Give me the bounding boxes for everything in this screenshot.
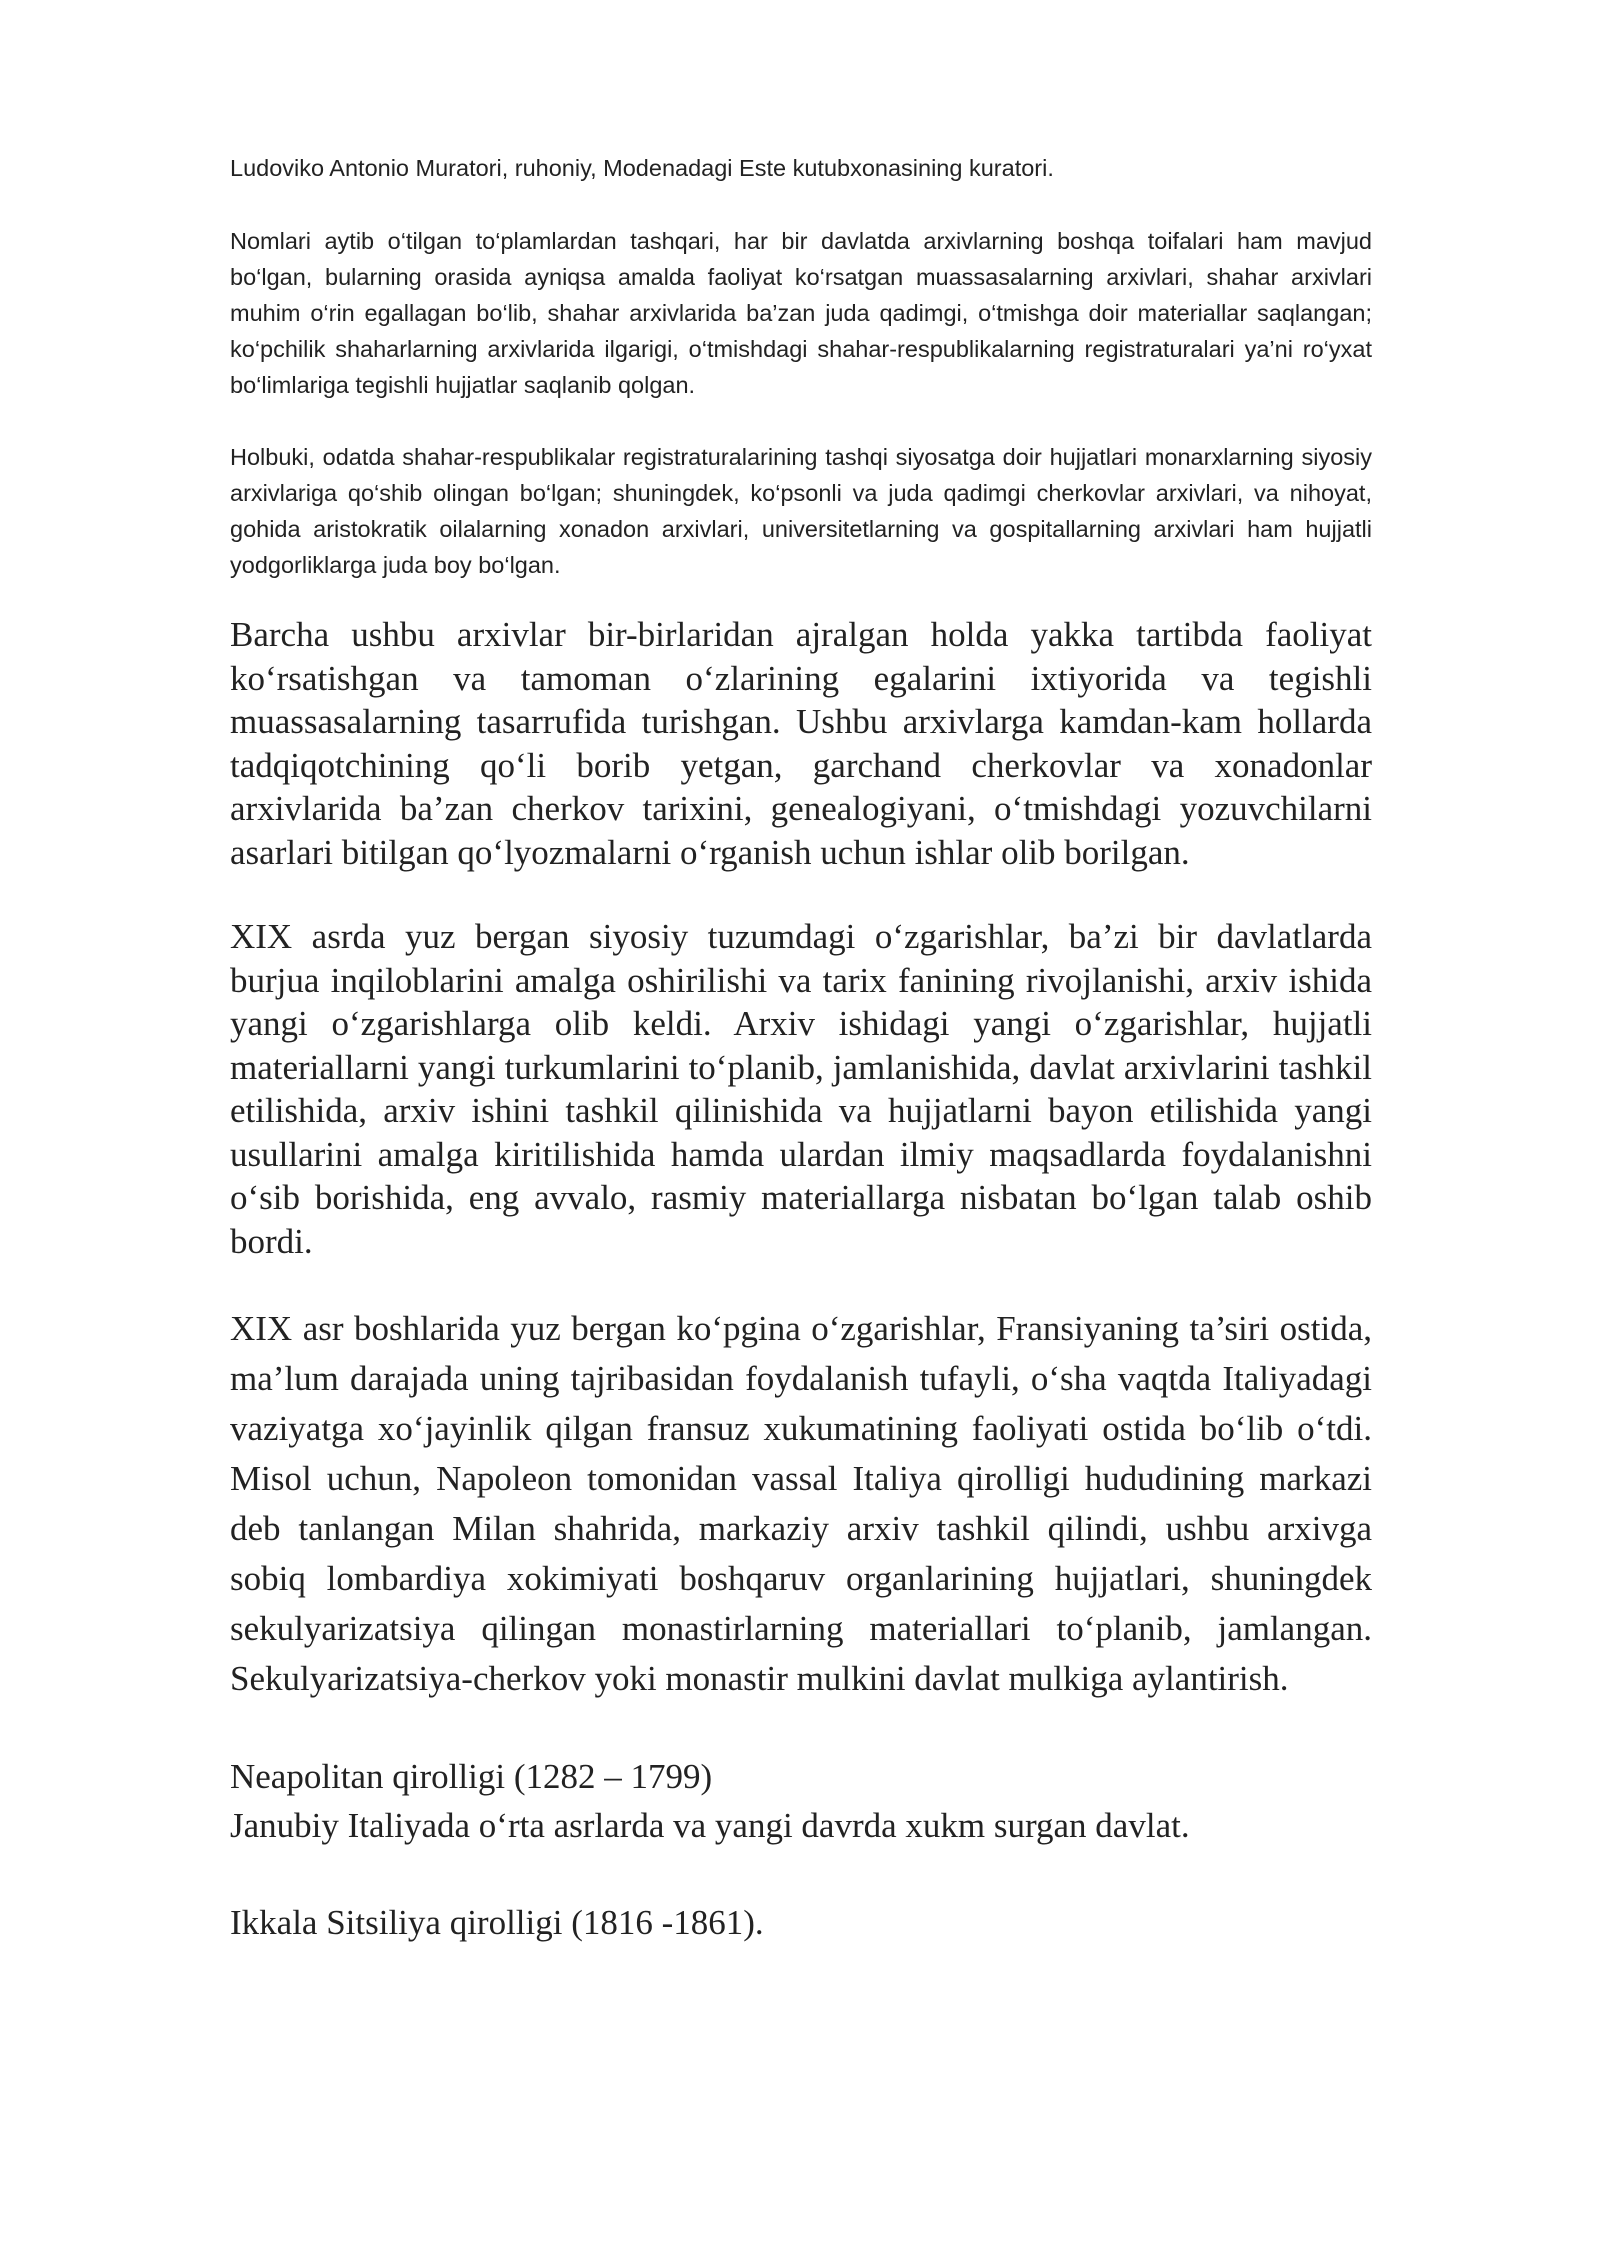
document-page (230, 150, 1372, 1947)
paragraph-archive-categories: Nomlari aytib o‘tilgan to‘plamlardan tashqari, har bir davlatda arxivlarning boshqa toifalari ham mavjud bo‘lgan, bularning orasida ayniqsa amalda faoliyat ko‘rsatgan muassasalarning arxivlari, shahar arxivlari muhim o‘rin egallagan bo‘lib, shahar arxivlarida ba’zan juda qadimgi, o‘tmishga doir materiallar saqlangan; ko‘pchilik shaharlarning arxivlarida ilgarigi, o‘tmishdagi shahar-respublikalarning registraturalari ya’ni ro‘yxat bo‘limlariga tegishli hujjatlar saqlanib qolgan. (230, 228, 1372, 398)
paragraph-nineteenth-century-changes: XIX asrda yuz bergan siyosiy tuzumdagi o‘zgarishlar, ba’zi bir davlatlarda burjua inqiloblarini amalga oshirilishi va tarix fanining rivojlanishi, arxiv ishida yangi o‘zgarishlarga olib keldi. Arxiv ishidagi yangi o‘zgarishlar, hujjatli materiallarni yangi turkumlarini to‘planib, jamlanishida, davlat arxivlarini tashkil etilishida, arxiv ishini tashkil qilinishida va hujjatlarni bayon etilishida yangi usullarini amalga kiritilishida hamda ulardan ilmiy maqsadlarda foydalanishni o‘sib borishida, eng avvalo, rasmiy materiallarga nisbatan bo‘lgan talab oshib bordi. (230, 917, 1372, 1261)
paragraph-muratori: Ludoviko Antonio Muratori, ruhoniy, Modenadagi Este kutubxonasining kuratori. (230, 155, 1054, 181)
line-two-sicilies-kingdom: Ikkala Sitsiliya qirolligi (1816 -1861). (230, 1903, 764, 1942)
paragraph-separate-archives: Barcha ushbu arxivlar bir-birlaridan ajralgan holda yakka tartibda faoliyat ko‘rsatishgan va tamoman o‘zlarining egalarini ixtiyorida va tegishli muassasalarning tasarrufida turishgan. Ushbu arxivlarga kamdan-kam hollarda tadqiqotchining qo‘li borib yetgan, garchand cherkovlar va xonadonlar arxivlarida ba’zan cherkov tarixini, genealogiyani, o‘tmishdagi yozuvchilarni asarlari bitilgan qo‘lyozmalarni o‘rganish uchun ishlar olib borilgan. (230, 615, 1372, 872)
paragraph-city-republics: Holbuki, odatda shahar-respublikalar registraturalarining tashqi siyosatga doir hujjatlari monarxlarning siyosiy arxivlariga qo‘shib olingan bo‘lgan; shuningdek, ko‘psonli va juda qadimgi cherkovlar arxivlari, va nihoyat, gohida aristokratik oilalarning xonadon arxivlari, universitetlarning va gospitallarning arxivlari ham hujjatli yodgorliklarga juda boy bo‘lgan. (230, 444, 1372, 578)
paragraph-french-influence: XIX asr boshlarida yuz bergan ko‘pgina o‘zgarishlar, Fransiyaning ta’siri ostida, ma’lum darajada uning tajribasidan foydalanish tufayli, o‘sha vaqtda Italiyadagi vaziyatga xo‘jayinlik qilgan fransuz xukumatining faoliyati ostida bo‘lib o‘tdi. Misol uchun, Napoleon tomonidan vassal Italiya qirolligi hududining markazi deb tanlangan Milan shahrida, markaziy arxiv tashkil qilindi, ushbu arxivga sobiq lombardiya xokimiyati boshqaruv organlarining hujjatlari, shuningdek sekulyarizatsiya qilingan monastirlarning materiallari to‘planib, jamlangan. Sekulyarizatsiya-cherkov yoki monastir mulkini davlat mulkiga aylantirish. (230, 1309, 1372, 1698)
line-neapolitan-kingdom: Neapolitan qirolligi (1282 – 1799) (230, 1757, 713, 1796)
line-southern-italy-state: Janubiy Italiyada o‘rta asrlarda va yangi davrda xukm surgan davlat. (230, 1806, 1190, 1845)
